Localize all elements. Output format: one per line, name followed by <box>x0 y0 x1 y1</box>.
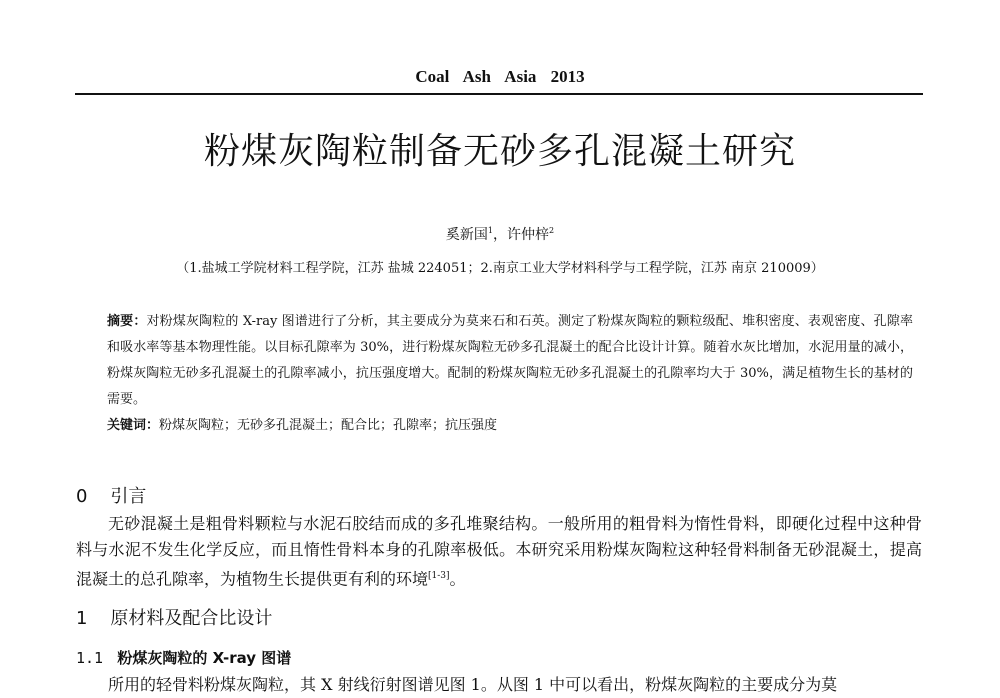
subsection-1-1-number: 1.1 <box>76 649 104 667</box>
abstract-text: 对粉煤灰陶粒的 X-ray 图谱进行了分析，其主要成分为莫来石和石英。测定了粉煤灰陶粒的颗粒级配、堆积密度、表观密度、孔隙率和吸水率等基本物理性能。以目标孔隙率为 30%，进行粉煤灰陶粒无砂多孔混凝土的配合比设计计算。随着水灰比增加，水泥用量的减小，粉煤灰陶粒无砂多孔混凝土的孔隙率减小，抗压强度增大。配制的粉煤灰陶粒无砂多孔混凝土的孔隙率均大于 30%，满足植物生长的基材的需要。 <box>107 314 913 407</box>
subsection-1-1-title: 粉煤灰陶粒的 X-ray 图谱 <box>117 649 292 667</box>
section-0-paragraph <box>76 511 922 592</box>
section-0-end: 。 <box>449 569 466 589</box>
affiliations: （1.盐城工学院材料工程学院，江苏 盐城 224051；2.南京工业大学材料科学与工程学院，江苏 南京 210009） <box>176 261 824 276</box>
section-0-number: 0 <box>76 486 88 507</box>
section-1-number: 1 <box>76 608 88 629</box>
abstract-label: 摘要： <box>107 314 147 329</box>
keywords <box>107 414 913 433</box>
section-0-text: 无砂混凝土是粗骨料颗粒与水泥石胶结而成的多孔堆聚结构。一般所用的粗骨料为惰性骨料，即硬化过程中这种骨料与水泥不发生化学反应，而且惰性骨料本身的孔隙率极低。本研究采用粉煤灰陶粒这种轻骨料制备无砂混凝土，提高混凝土的总孔隙率，为植物生长提供更有利的环境 <box>76 514 922 589</box>
abstract <box>107 309 913 413</box>
section-0-heading <box>76 482 146 508</box>
section-0-title: 引言 <box>110 486 147 507</box>
journal-header: Coal Ash Asia 2013 <box>415 67 585 86</box>
keywords-label: 关键词： <box>107 418 160 433</box>
paper-title: 粉煤灰陶粒制备无砂多孔混凝土研究 <box>203 131 796 172</box>
section-1-heading <box>76 604 272 630</box>
author-1-affil-mark: 1 <box>487 226 493 235</box>
author-line <box>0 224 1000 244</box>
citation: [1-3] <box>428 571 450 581</box>
author-1: 奚新国 <box>445 227 488 243</box>
header-rule <box>75 93 923 95</box>
subsection-1-1-heading <box>76 647 291 668</box>
subsection-1-1-paragraph: 所用的轻骨料粉煤灰陶粒，其 X 射线衍射图谱见图 1。从图 1 中可以看出，粉煤灰陶粒的主要成分为莫 <box>108 675 838 694</box>
author-2-affil-mark: 2 <box>549 226 555 235</box>
section-1-title: 原材料及配合比设计 <box>110 608 273 629</box>
author-2: 许仲梓 <box>507 227 549 243</box>
author-separator: ， <box>493 227 507 243</box>
keywords-text: 粉煤灰陶粒；无砂多孔混凝土；配合比；孔隙率；抗压强度 <box>159 418 498 433</box>
